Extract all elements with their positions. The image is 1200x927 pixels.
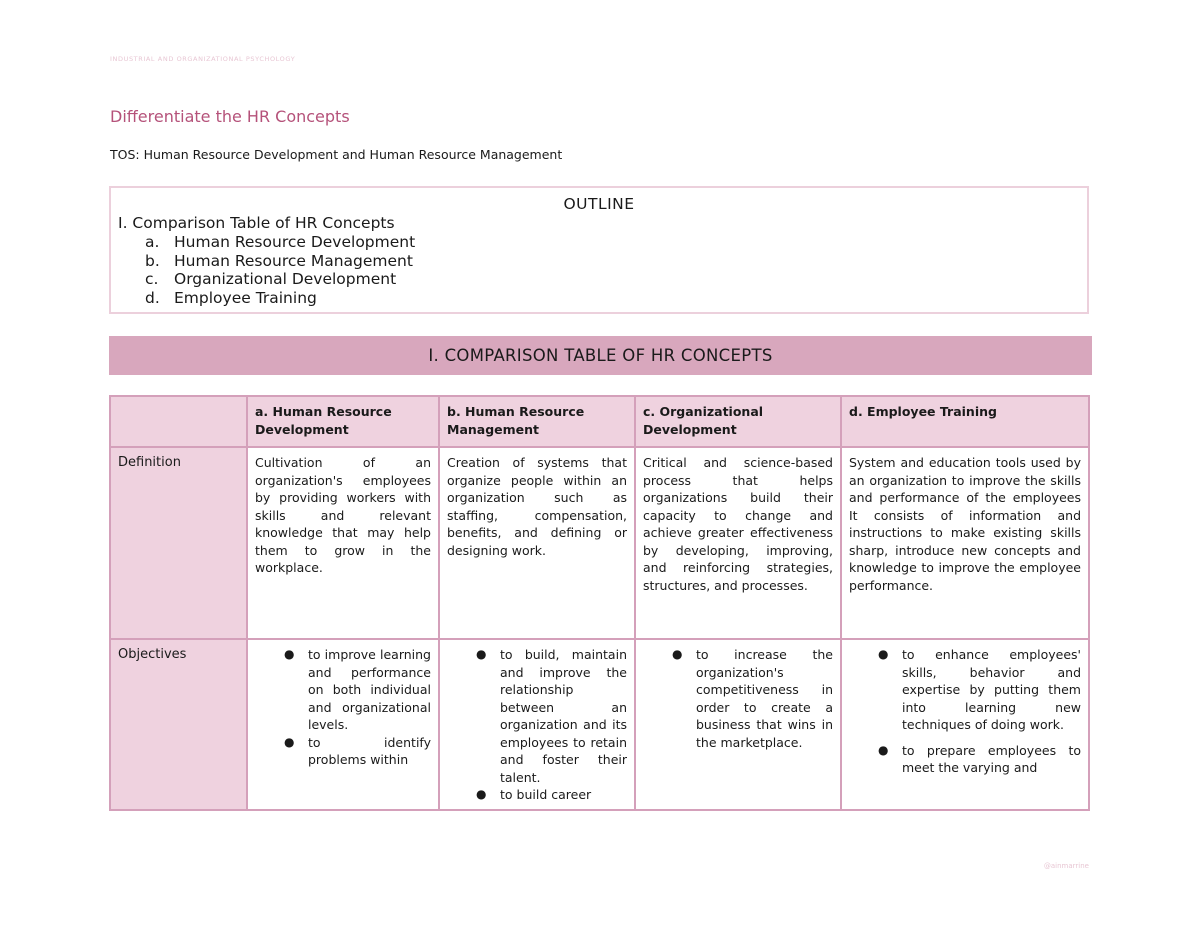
list-item-text: to improve learning and performance on both individual and organizational levels. [308, 647, 431, 732]
outline-item [145, 289, 415, 308]
outline-item-text: Employee Training [174, 288, 317, 307]
list-item [672, 646, 833, 751]
list-item-text: to identify problems within [308, 734, 431, 767]
outline-heading: OUTLINE [563, 195, 635, 213]
table-row [110, 639, 1089, 810]
outline-list [145, 233, 415, 307]
bullet-list [447, 646, 627, 804]
list-item [476, 646, 627, 786]
list-item [878, 646, 1081, 734]
table-cell: Critical and science-based process that helps organizations build their capacity to change and achieve greater effectiveness by developing, improving, and reinforcing strategies, structures, and processes. [635, 447, 841, 639]
outline-item [145, 270, 415, 289]
table-cell: Creation of systems that organize people within an organization such as staffing, compensation, benefits, and defining or designing work. [439, 447, 635, 639]
table-cell [841, 639, 1089, 810]
list-item [284, 646, 431, 734]
column-header: c. Organizational Development [635, 396, 841, 447]
table-cell: Cultivation of an organization's employees by providing workers with skills and relevant knowledge that may help them to grow in the workplace. [247, 447, 439, 639]
table-cell [439, 639, 635, 810]
table-row [110, 447, 1089, 639]
bullet-icon: ● [878, 647, 889, 661]
outline-item-text: Human Resource Management [174, 251, 413, 270]
section-title-bar [109, 336, 1092, 375]
row-header-label: Objectives [118, 647, 187, 662]
outline-item-text: Human Resource Development [174, 233, 416, 251]
course-header: INDUSTRIAL AND ORGANIZATIONAL PSYCHOLOGY [110, 55, 296, 63]
column-header: b. Human Resource Management [439, 396, 635, 447]
bullet-list [849, 646, 1081, 777]
outline-item-text: Organizational Development [174, 270, 397, 288]
bullet-icon: ● [284, 647, 295, 661]
bullet-icon: ● [284, 734, 295, 749]
bullet-icon: ● [476, 647, 487, 661]
outline-item [145, 252, 415, 271]
list-item-text: to prepare employees to meet the varying and [902, 742, 1081, 775]
outline-main-item: I. Comparison Table of HR Concepts [118, 214, 395, 232]
table-cell [247, 639, 439, 810]
bullet-list [255, 646, 431, 769]
list-item [476, 786, 627, 804]
column-header: a. Human Resource Development [247, 396, 439, 447]
row-header: Definition [110, 447, 247, 639]
row-header [110, 639, 247, 810]
outline-item-letter: b. [145, 251, 160, 270]
outline-item-letter: c. [145, 270, 159, 288]
table-cell: System and education tools used by an organization to improve the skills and performance of the employees It consists of information and instructions to make existing skills sharp, introduce new concepts and knowledge to improve the employee performance. [841, 447, 1089, 639]
bullet-icon: ● [672, 647, 683, 661]
bullet-icon: ● [878, 742, 889, 757]
section-title: I. COMPARISON TABLE OF HR CONCEPTS [428, 346, 773, 365]
list-item-text: to build career [500, 787, 592, 802]
table-header-row [110, 396, 1089, 447]
list-item [284, 734, 431, 769]
footer-credit: @ainmarrine [1043, 862, 1089, 870]
outline-item-letter: d. [145, 288, 160, 307]
comparison-table [109, 395, 1090, 811]
table-cell [635, 639, 841, 810]
bullet-icon: ● [476, 787, 487, 801]
list-item-text: to increase the organization's competitiveness in order to create a business that wins in the marketplace. [696, 647, 833, 750]
table-corner-cell [110, 396, 247, 447]
outline-item-letter: a. [145, 233, 160, 251]
document-title: Differentiate the HR Concepts [110, 107, 350, 126]
outline-box [109, 186, 1089, 314]
bullet-list [643, 646, 833, 751]
tos-line: TOS: Human Resource Development and Human Resource Management [110, 147, 563, 162]
list-item-text: to enhance employees' skills, behavior and expertise by putting them into learning new techniques of doing work. [902, 647, 1081, 732]
outline-item [145, 233, 415, 252]
column-header: d. Employee Training [841, 396, 1089, 447]
list-item-text: to build, maintain and improve the relationship between an organization and its employees to retain and foster their talent. [500, 647, 627, 785]
list-item [878, 742, 1081, 777]
